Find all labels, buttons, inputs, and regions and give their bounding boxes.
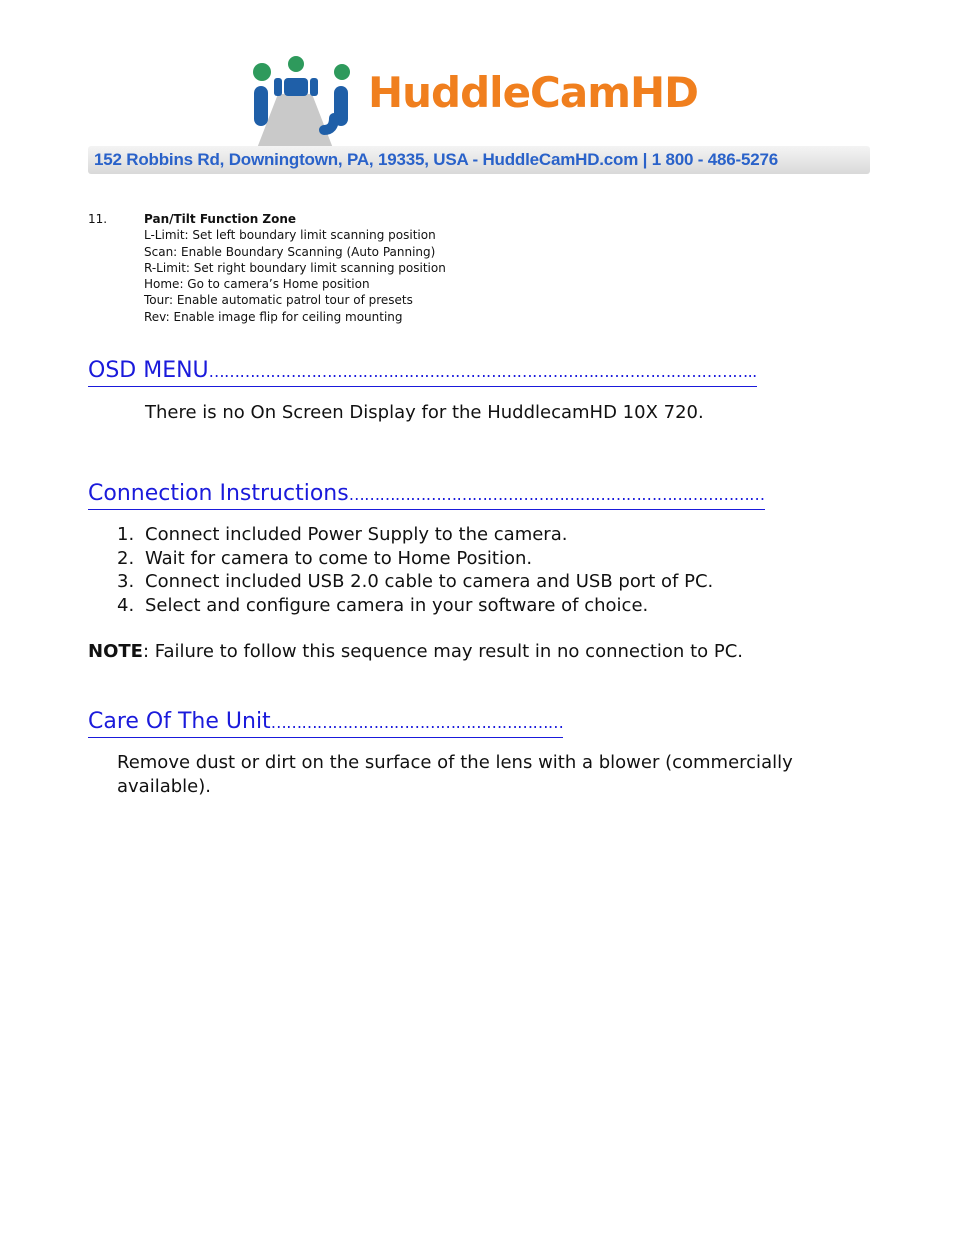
- step-number: 2.: [117, 547, 135, 569]
- heading-text: Connection Instructions: [88, 481, 349, 506]
- step-text: Wait for camera to come to Home Position.: [145, 547, 533, 569]
- step-text: Connect included USB 2.0 cable to camera and USB port of PC.: [145, 571, 714, 592]
- osd-description: There is no On Screen Display for the HuddlecamHD 10X 720.: [145, 402, 704, 423]
- company-address: 152 Robbins Rd, Downingtown, PA, 19335, USA - HuddleCamHD.com | 1 800 - 486-5276: [94, 150, 779, 169]
- note-label: NOTE: [88, 641, 143, 662]
- step-text: Connect included Power Supply to the camera.: [145, 524, 568, 545]
- care-text-line: Remove dust or dirt on the surface of the lens with a blower (commercially: [117, 752, 793, 773]
- step-text: Select and configure camera in your software of choice.: [145, 594, 649, 616]
- care-text-line: available).: [117, 775, 211, 797]
- list-item: Home: Go to camera’s Home position: [144, 277, 370, 292]
- item-title: Pan/Tilt Function Zone: [144, 212, 297, 226]
- list-item: [117, 547, 877, 571]
- note-text: : Failure to follow this sequence may result in no connection to PC.: [142, 641, 743, 662]
- list-item: Rev: Enable image flip for ceiling mounting: [144, 309, 403, 324]
- connection-instructions-heading[interactable]: [88, 480, 765, 510]
- list-item: Tour: Enable automatic patrol tour of presets: [144, 293, 413, 308]
- connection-steps-list: [117, 523, 877, 617]
- list-item: [117, 594, 877, 618]
- care-of-the-unit-heading[interactable]: [88, 708, 563, 738]
- heading-leader-dots: …………………………………………………: [270, 713, 564, 732]
- list-item: L-Limit: Set left boundary limit scanning position: [144, 228, 436, 243]
- list-item: [117, 523, 877, 547]
- heading-leader-dots: ……………………………………………………………………………………………..: [208, 362, 757, 381]
- care-description: [117, 751, 877, 798]
- list-item: Scan: Enable Boundary Scanning (Auto Panning): [144, 244, 436, 259]
- osd-menu-heading[interactable]: [88, 357, 757, 387]
- step-number: 3.: [117, 571, 135, 592]
- heading-leader-dots: ………………………………………………………………………: [348, 485, 765, 504]
- step-number: 4.: [117, 594, 135, 616]
- item-number: 11.: [88, 212, 108, 226]
- connection-note: [88, 640, 743, 664]
- brand-name: HuddleCamHD: [368, 68, 699, 117]
- step-number: 1.: [117, 524, 135, 545]
- page-header: [0, 0, 954, 180]
- item-lines: [144, 211, 644, 325]
- list-item: R-Limit: Set right boundary limit scanning position: [144, 260, 446, 275]
- list-item: [117, 570, 877, 594]
- heading-text: Care Of The Unit: [88, 709, 271, 734]
- heading-text: OSD MENU: [88, 358, 209, 383]
- huddlecam-logo-icon: [240, 52, 350, 160]
